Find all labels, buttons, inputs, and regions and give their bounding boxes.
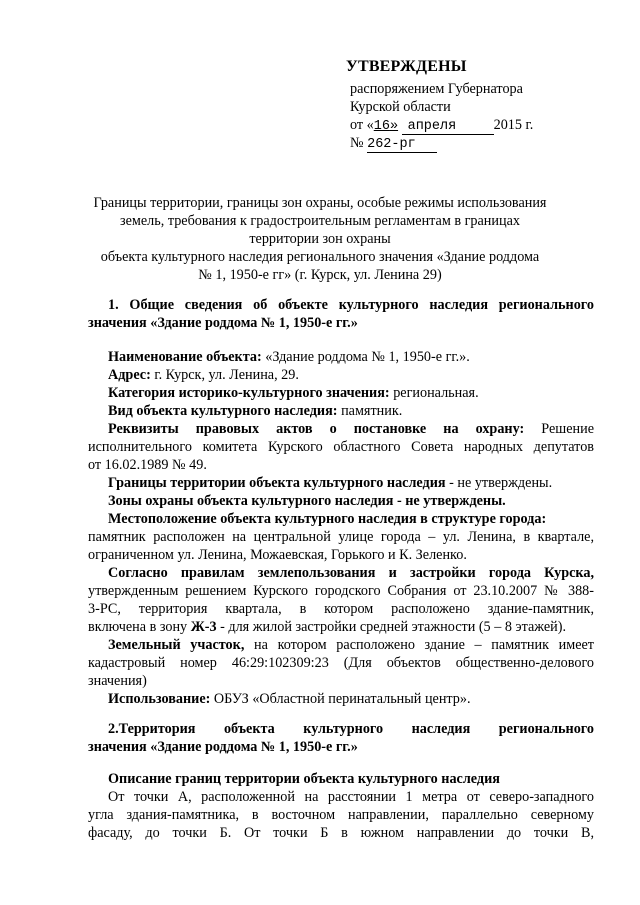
object-category: Категория историко-культурного значения: региональная. bbox=[108, 385, 479, 401]
title-line-5: № 1, 1950-е гг» (г. Курск, ул. Ленина 29) bbox=[198, 267, 442, 283]
location-line1: памятник расположен на центральной улице города – ул. Ленина, в квартале, bbox=[88, 529, 594, 545]
approval-region: Курской области bbox=[350, 99, 451, 115]
location-line2: ограниченном ул. Ленина, Можаевская, Горького и К. Зеленко. bbox=[88, 547, 467, 563]
approved-heading: УТВЕРЖДЕНЫ bbox=[346, 58, 467, 75]
section2-heading-line2: значения «Здание роддома № 1, 1950-е гг.» bbox=[88, 739, 358, 755]
date-month: апреля bbox=[402, 119, 494, 135]
requisites-line2: исполнительного комитета Курского областного Совета народных депутатов bbox=[88, 439, 594, 455]
object-address: Адрес: г. Курск, ул. Ленина, 29. bbox=[108, 367, 299, 383]
order-number: 262-рг bbox=[367, 137, 437, 153]
section1-heading-line1: 1. Общие сведения об объекте культурного наследия регионального bbox=[108, 297, 594, 313]
object-usage: Использование: ОБУЗ «Областной перинатальный центр». bbox=[108, 691, 471, 707]
borders-description-heading: Описание границ территории объекта культурного наследия bbox=[108, 771, 500, 787]
land-line1: Земельный участок, на котором расположено здание – памятник имеет bbox=[108, 637, 594, 653]
date-mid: » bbox=[389, 119, 399, 134]
object-name: Наименование объекта: «Здание роддома № 1, 1950-е гг.». bbox=[108, 349, 470, 365]
object-type: Вид объекта культурного наследия: памятник. bbox=[108, 403, 403, 419]
requisites-line1: Реквизиты правовых актов о постановке на охрану: Решение bbox=[108, 421, 594, 437]
requisites-line3: от 16.02.1989 № 49. bbox=[88, 457, 207, 473]
date-prefix: от « bbox=[350, 117, 374, 133]
borders-text-line2: угла здания-памятника, в восточном направлении, параллельно северному bbox=[88, 807, 594, 823]
rules-line1: утвержденным решением Курского городского Собрания от 23.10.2007 № 388- bbox=[88, 583, 594, 599]
title-line-4: объекта культурного наследия регионального значения «Здание роддома bbox=[100, 249, 540, 265]
section2-heading-line1: 2.Территория объекта культурного наследия регионального bbox=[108, 721, 594, 737]
rules-line3: включена в зону Ж-3 - для жилой застройки средней этажности (5 – 8 этажей). bbox=[88, 619, 567, 635]
title-line-3: территории зон охраны bbox=[249, 231, 391, 247]
approval-number bbox=[350, 134, 437, 153]
title-line-2: земель, требования к градостроительным регламентам в границах bbox=[120, 213, 520, 229]
location-heading: Местоположение объекта культурного наследия в структуре города: bbox=[108, 511, 547, 527]
territory-borders: Границы территории объекта культурного наследия - не утверждены. bbox=[108, 475, 553, 491]
date-day: 16 bbox=[373, 119, 390, 134]
rules-heading: Согласно правилам землепользования и застройки города Курска, bbox=[108, 565, 594, 581]
borders-text-line1: От точки А, расположенной на расстоянии 1 метра от северо-западного bbox=[108, 789, 594, 805]
section1-heading-line2: значения «Здание роддома № 1, 1950-е гг.» bbox=[88, 315, 358, 331]
land-line2: кадастровый номер 46:29:102309:23 (Для объектов общественно-делового bbox=[88, 655, 594, 671]
land-line3: значения) bbox=[88, 673, 147, 689]
protection-zones: Зоны охраны объекта культурного наследия - не утверждены. bbox=[108, 493, 506, 509]
title-line-1: Границы территории, границы зон охраны, особые режимы использования bbox=[93, 195, 547, 211]
rules-line2: 3-РС, территория квартала, в котором расположено здание-памятник, bbox=[88, 601, 594, 617]
approval-order-line: распоряжением Губернатора bbox=[350, 81, 523, 97]
date-year: 2015 г. bbox=[493, 117, 534, 133]
borders-text-line3: фасаду, до точки Б. От точки Б в южном направлении до точки В, bbox=[88, 825, 594, 841]
number-prefix: № bbox=[350, 135, 364, 151]
approval-date bbox=[350, 116, 533, 136]
